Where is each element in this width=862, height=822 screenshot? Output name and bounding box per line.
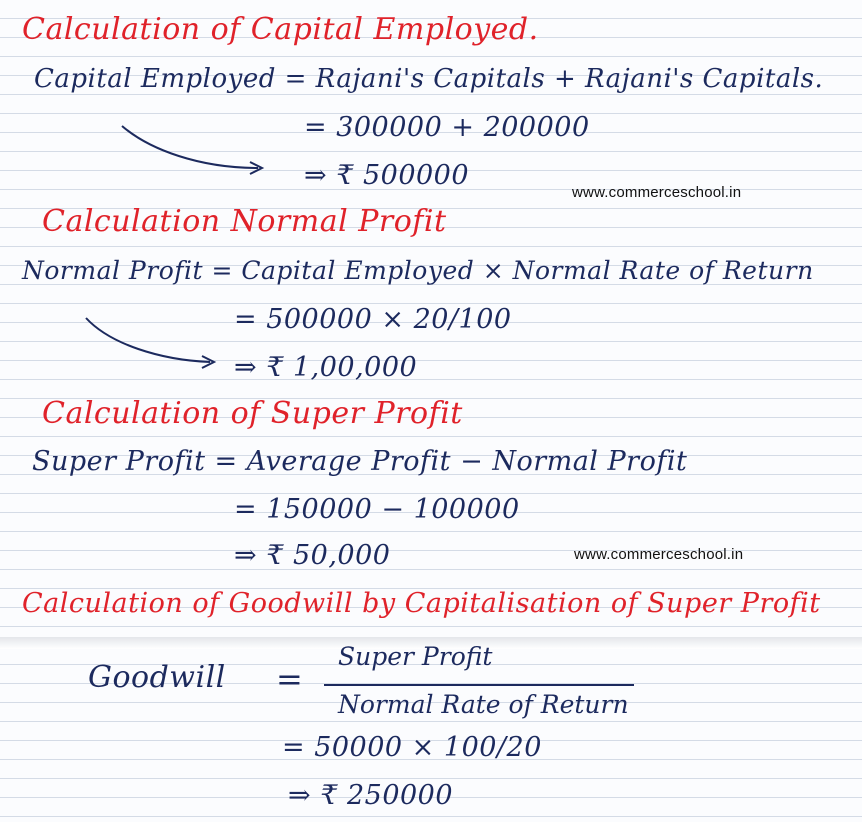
arrow-curve-2 [86,318,210,362]
normal-profit-values: = 500000 × 20/100 [234,304,512,335]
super-profit-result: ⇒ ₹ 50,000 [234,540,391,571]
heading-super-profit: Calculation of Super Profit [42,396,463,431]
arrow-curve-1 [122,126,258,168]
watermark-bottom: www.commerceschool.in [574,546,744,563]
super-profit-values: = 150000 − 100000 [234,494,520,525]
heading-goodwill: Calculation of Goodwill by Capitalisation of Super Profit [22,588,821,619]
goodwill-label: Goodwill [88,660,226,695]
super-profit-formula: Super Profit = Average Profit − Normal Profit [32,446,688,477]
goodwill-result: ⇒ ₹ 250000 [288,780,454,811]
capital-employed-result: ⇒ ₹ 500000 [304,160,470,191]
capital-employed-formula: Capital Employed = Rajani's Capitals + Rajani's Capitals. [34,64,824,94]
heading-capital-employed: Calculation of Capital Employed. [22,12,539,47]
capital-employed-values: = 300000 + 200000 [304,112,590,143]
heading-normal-profit: Calculation Normal Profit [42,204,447,239]
watermark-top: www.commerceschool.in [572,184,742,201]
normal-profit-formula: Normal Profit = Capital Employed × Normal Rate of Return [22,256,814,285]
normal-profit-result: ⇒ ₹ 1,00,000 [234,352,418,383]
goodwill-equals: = [276,660,304,698]
goodwill-values: = 50000 × 100/20 [282,732,542,763]
goodwill-denominator: Normal Rate of Return [338,690,629,719]
goodwill-numerator: Super Profit [338,642,493,671]
